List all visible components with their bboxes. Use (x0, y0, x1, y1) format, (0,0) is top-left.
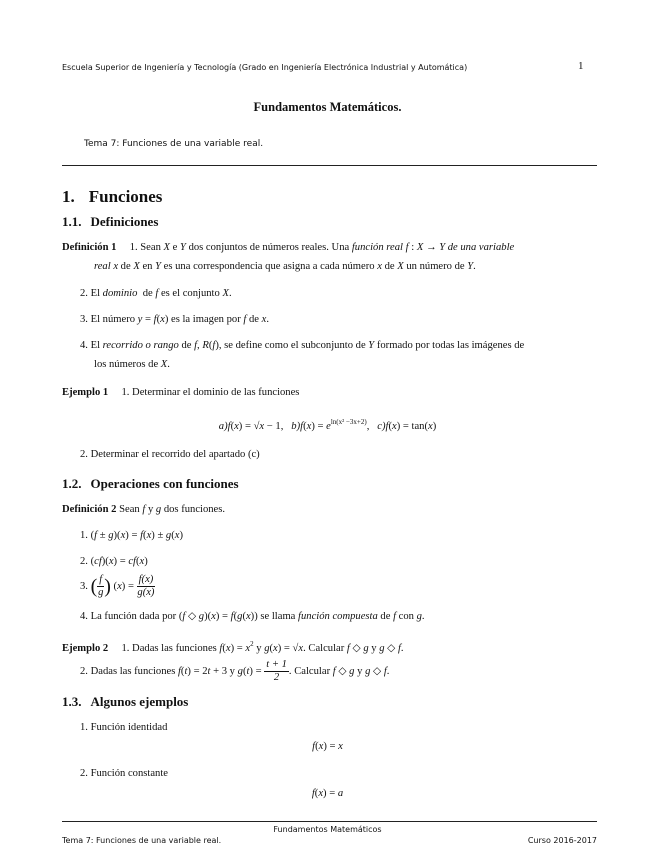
math-or-emphasis: t (246, 665, 250, 677)
math-or-emphasis: R (202, 340, 209, 351)
subsection-number: 1.2. (62, 476, 82, 491)
text: ( (303, 421, 307, 432)
math-or-emphasis: x (306, 421, 312, 432)
text: 1. Determinar el dominio de las funciones (108, 387, 300, 398)
doc-title: Fundamentos Matemáticos. (253, 100, 402, 114)
math-or-emphasis: g (198, 611, 205, 622)
subsection-number: 1.1. (62, 214, 82, 229)
text: ± (97, 530, 109, 541)
math-or-emphasis: X (416, 242, 424, 253)
math-or-emphasis: X (163, 242, 171, 253)
math-or-emphasis: g (237, 665, 243, 677)
math-or-emphasis: Y (467, 261, 474, 272)
definition-2-item-1 (80, 529, 183, 543)
subsection-heading-1-2 (62, 476, 239, 492)
text: ( (233, 611, 238, 622)
math-or-emphasis: x (259, 421, 265, 432)
math-or-emphasis: f (383, 665, 387, 677)
text: y (253, 643, 265, 654)
examples-item-1 (80, 721, 167, 735)
math-or-emphasis: x (298, 643, 304, 654)
math-or-emphasis: g (165, 530, 172, 541)
text: , (197, 340, 203, 351)
example-1-item-2 (80, 448, 260, 462)
text: ) (432, 421, 437, 432)
math-or-emphasis: x (261, 314, 267, 325)
denominator: 2 (273, 672, 280, 683)
math-or-emphasis: x (318, 741, 324, 752)
text: de (178, 340, 195, 351)
text: de (137, 288, 156, 299)
text: )( (204, 611, 212, 622)
text: . (228, 288, 232, 299)
text: dos funciones. (161, 504, 226, 515)
math-or-emphasis: g (264, 643, 270, 654)
math-or-emphasis: Y (180, 242, 186, 253)
fraction (264, 659, 289, 684)
topic-line: Tema 7: Funciones de una variable real. (84, 139, 264, 149)
text: ( (269, 643, 274, 654)
text: ◇ (185, 611, 199, 622)
math-or-emphasis: f (140, 530, 144, 541)
text: : (408, 242, 417, 253)
text: ) = (121, 580, 137, 592)
text: y (354, 665, 366, 677)
footer-right: Curso 2016-2017 (527, 836, 597, 845)
text: )) se llama (250, 611, 299, 622)
text: → (423, 242, 440, 253)
example-1-item-1 (62, 386, 299, 400)
text: ( (388, 421, 392, 432)
text: 1. Sean (116, 242, 164, 253)
math-or-emphasis: cf (128, 556, 137, 567)
math-or-emphasis: x (318, 788, 324, 799)
math-or-emphasis: g (237, 611, 243, 622)
math-or-emphasis: g (379, 643, 385, 654)
math-or-emphasis: x (427, 421, 433, 432)
text: )( (101, 556, 109, 567)
text: 2 (250, 640, 254, 648)
text: ) = (323, 741, 339, 752)
math-or-emphasis: f (312, 741, 316, 752)
text: = (142, 314, 154, 325)
text: 3. (80, 580, 91, 592)
text: un número de (403, 261, 468, 272)
math-or-emphasis: a (337, 788, 344, 799)
text: y (368, 643, 380, 654)
math-or-emphasis: Y (368, 340, 375, 351)
text: − 1, (264, 421, 292, 432)
math-or-emphasis: Y de una variable (439, 242, 515, 253)
subsection-title: Operaciones con funciones (90, 476, 239, 491)
math-or-emphasis: a)f (218, 421, 231, 432)
text: ) = (323, 788, 338, 799)
math-or-emphasis: f (94, 530, 98, 541)
math-or-emphasis: x (245, 643, 251, 654)
text: . (473, 261, 476, 272)
title-divider (62, 165, 597, 166)
math-or-emphasis: x (273, 643, 278, 654)
math-or-emphasis: f (311, 788, 315, 799)
math-or-emphasis: x (146, 530, 152, 541)
math-or-emphasis: x (117, 580, 122, 592)
text: ◇ (349, 643, 364, 654)
math-or-emphasis: f (182, 611, 186, 622)
examples-item-2 (80, 767, 168, 781)
example-2-item-2 (80, 659, 389, 684)
definition-1-item-1-cont (94, 260, 476, 274)
math-or-emphasis: x (211, 611, 216, 622)
definition-1-item-3 (80, 313, 269, 327)
text: 2. Determinar el recorrido del apartado (c) (80, 449, 260, 460)
section-title: Funciones (88, 187, 163, 206)
math-or-emphasis: x (139, 556, 145, 567)
footer-center: Fundamentos Matemáticos (273, 825, 382, 834)
text: . (167, 359, 170, 370)
math-or-emphasis: X (397, 261, 404, 272)
text: de (246, 314, 262, 325)
text: los números de (94, 359, 161, 370)
denominator: g(x) (137, 587, 155, 598)
text: . (386, 665, 390, 677)
math-or-emphasis: x (160, 314, 165, 325)
subsection-number: 1.3. (62, 694, 82, 709)
math-or-emphasis: g (416, 611, 422, 622)
math-or-emphasis: X (160, 359, 168, 370)
math-or-emphasis: f (332, 665, 336, 677)
text: ) = √ (277, 643, 299, 654)
math-or-emphasis: X (133, 261, 140, 272)
math-or-emphasis: dominio (102, 288, 138, 299)
math-or-emphasis: y (137, 314, 143, 325)
text: ( (90, 575, 98, 598)
numerator: f(x) (138, 574, 154, 585)
text: 3. El número (80, 314, 138, 325)
math-or-emphasis: f (243, 314, 247, 325)
math-or-emphasis: x (392, 421, 397, 432)
page-number: 1 (578, 60, 584, 72)
text: ) = 2 (187, 665, 208, 677)
math-or-emphasis: c)f (377, 421, 389, 432)
text: . Calcular (303, 643, 347, 654)
text: ◇ (384, 643, 398, 654)
definition-1-item-1 (62, 241, 514, 255)
definition-2-item-2 (80, 555, 148, 569)
text: en (139, 261, 156, 272)
text: ) = (311, 421, 327, 432)
math-or-emphasis: f (393, 611, 397, 622)
text: ( (242, 611, 246, 622)
text: 1. Función identidad (80, 722, 168, 733)
text: 1. ( (80, 530, 95, 541)
definition-1-item-4 (80, 339, 524, 353)
text: ) = (113, 556, 129, 567)
numerator: t + 1 (266, 659, 287, 670)
math-or-emphasis: f (230, 611, 234, 622)
text: ) = (215, 611, 231, 622)
text: y (145, 504, 156, 515)
math-or-emphasis: X (222, 288, 229, 299)
label: Definición 1 (62, 242, 117, 253)
section-heading-1 (62, 187, 162, 207)
text: . (421, 611, 425, 622)
math-or-emphasis: f (397, 643, 401, 654)
running-header: Escuela Superior de Ingeniería y Tecnología (Grado en Ingeniería Electrónica Industrial y Automática) (62, 63, 468, 72)
text: con (396, 611, 417, 622)
text: 2. Dadas las funciones (80, 665, 178, 677)
math-or-emphasis: función real f (351, 242, 409, 253)
constant-formula (0, 787, 655, 801)
text: Sean (116, 504, 143, 515)
subsection-title: Algunos ejemplos (90, 694, 189, 709)
math-or-emphasis: f (142, 504, 146, 515)
label: Ejemplo 2 (62, 643, 109, 654)
text: ◇ (335, 665, 350, 677)
footer-left: Tema 7: Funciones de una variable real. (62, 836, 222, 845)
math-or-emphasis: x (338, 741, 343, 752)
text: ) = (125, 530, 141, 541)
text: . (266, 314, 269, 325)
section-number: 1. (62, 187, 75, 206)
text: de (118, 261, 134, 272)
text: + 3 y (210, 665, 238, 677)
math-or-emphasis: g (349, 665, 355, 677)
definition-1-item-4-cont (94, 358, 170, 372)
math-or-emphasis: e (326, 421, 331, 432)
math-or-emphasis: real x (94, 261, 119, 272)
text: ) (144, 556, 148, 567)
text: es el conjunto (158, 288, 223, 299)
math-or-emphasis: x (120, 530, 126, 541)
label: Definición 2 (62, 504, 117, 515)
text: ( (171, 530, 175, 541)
math-or-emphasis: x (108, 556, 114, 567)
denominator: g (98, 587, 104, 598)
text: ( (242, 665, 247, 677)
text: ln(x² −3x+2) (330, 418, 367, 426)
definition-2-item-3 (80, 574, 155, 599)
text: ) = √ (238, 421, 260, 432)
text: de (381, 261, 398, 272)
text: 2. ( (80, 556, 95, 567)
math-or-emphasis: función compuesta (298, 611, 378, 622)
math-or-emphasis: f (219, 643, 223, 654)
math-or-emphasis: t (207, 665, 211, 677)
text: 2. El (80, 288, 103, 299)
text: ) (104, 575, 111, 598)
subsection-title: Definiciones (90, 214, 159, 229)
text: 4. La función dada por ( (80, 611, 183, 622)
text: formado por todas las imágenes de (374, 340, 525, 351)
math-or-emphasis: f (153, 314, 157, 325)
text: . (400, 643, 404, 654)
subsection-heading-1-3 (62, 694, 188, 710)
text: dos conjuntos de números reales. Una (185, 242, 352, 253)
math-or-emphasis: x (234, 421, 239, 432)
math-or-emphasis: f (194, 340, 198, 351)
text: e (170, 242, 181, 253)
text: ( (136, 556, 140, 567)
text: es una correspondencia que asigna a cada número (161, 261, 378, 272)
text: . Calcular (288, 665, 333, 677)
text: ( (156, 314, 161, 325)
example-1-formulas (0, 415, 655, 434)
math-or-emphasis: x (377, 261, 382, 272)
text: 2. Función constante (80, 768, 168, 779)
text: ), se define como el subconjunto de (215, 340, 369, 351)
text: , (366, 421, 378, 432)
definition-2-item-4 (80, 610, 425, 624)
text: 4. El (80, 340, 103, 351)
text: ) (179, 530, 183, 541)
math-or-emphasis: x (174, 530, 180, 541)
text: ) = (249, 665, 265, 677)
text: ) = (230, 643, 246, 654)
math-or-emphasis: g (365, 665, 371, 677)
math-or-emphasis: f (346, 643, 350, 654)
text: ( (208, 340, 213, 351)
text: ( (110, 580, 118, 592)
text: ( (230, 421, 235, 432)
fraction (137, 574, 156, 599)
text: ( (314, 788, 319, 799)
math-or-emphasis: recorrido o rango (102, 340, 179, 351)
math-or-emphasis: f (177, 665, 181, 677)
label: Ejemplo 1 (62, 387, 109, 398)
text: ) = tan( (396, 421, 428, 432)
text: ( (143, 530, 147, 541)
text: de (377, 611, 394, 622)
footer-divider (62, 821, 597, 822)
math-or-emphasis: x (225, 643, 231, 654)
math-or-emphasis: b)f (291, 421, 304, 432)
math-or-emphasis: g (155, 504, 162, 515)
text: ) ± (151, 530, 166, 541)
text: ) es la imagen por (164, 314, 244, 325)
text: ( (180, 665, 185, 677)
math-or-emphasis: f (155, 288, 159, 299)
math-or-emphasis: f (212, 340, 216, 351)
text: ◇ (370, 665, 384, 677)
definition-1-item-2 (80, 287, 232, 301)
identity-formula (0, 740, 655, 754)
subsection-heading-1-1 (62, 214, 158, 230)
definition-2-intro (62, 503, 225, 517)
text: ( (222, 643, 226, 654)
math-or-emphasis: Y (155, 261, 162, 272)
example-2-item-1 (62, 637, 404, 656)
text: 1. Dadas las funciones (108, 643, 220, 654)
text: )( (113, 530, 121, 541)
text: ( (315, 741, 319, 752)
math-or-emphasis: g (108, 530, 114, 541)
numerator: f (99, 574, 103, 585)
math-or-emphasis: cf (94, 556, 102, 567)
math-or-emphasis: x (245, 611, 251, 622)
math-or-emphasis: g (363, 643, 369, 654)
math-or-emphasis: t (184, 665, 188, 677)
